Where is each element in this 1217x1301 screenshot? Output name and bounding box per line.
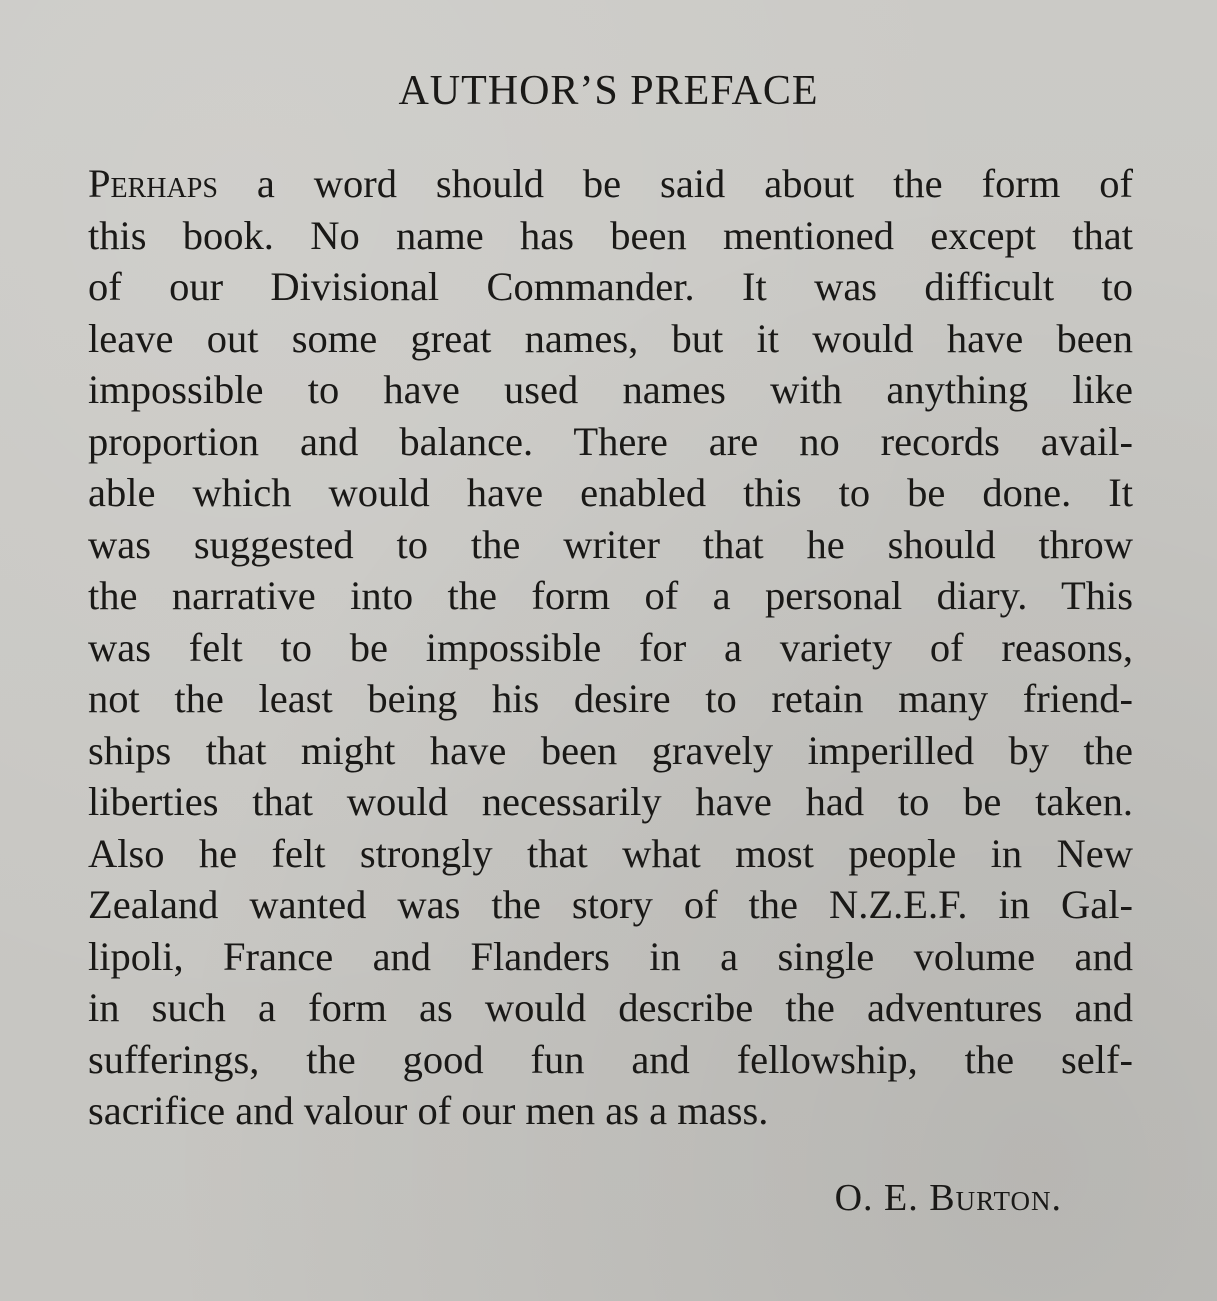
preface-line: the narrative into the form of a personal diary. This [88,573,1133,618]
preface-line: able which would have enabled this to be done. It [88,470,1133,515]
preface-line: Also he felt strongly that what most people in New [88,830,1133,876]
preface-body [88,158,1133,1137]
preface-line-text: a word should be said about the form of [217,161,1133,206]
author-signature: O. E. Burton. [834,1177,1062,1219]
preface-line: leave out some great names, but it would have been [88,315,1133,361]
preface-line: was felt to be impossible for a variety of reasons, [88,624,1133,670]
preface-line: not the least being his desire to retain many friend- [88,676,1133,721]
preface-line: lipoli, France and Flanders in a single volume and [88,933,1133,979]
preface-line: sacrifice and valour of our men as a mass. [88,1088,769,1133]
preface-line: ships that might have been gravely imperilled by the [88,727,1133,773]
preface-line: was suggested to the writer that he should throw [88,521,1133,567]
preface-line [88,158,1133,210]
preface-line: proportion and balance. There are no records avail- [88,418,1133,464]
preface-line: in such a form as would describe the adventures and [88,985,1133,1030]
preface-line: sufferings, the good fun and fellowship, the self- [88,1036,1133,1082]
preface-line: liberties that would necessarily have had to be taken. [88,779,1133,824]
preface-line: this book. No name has been mentioned except that [88,212,1133,258]
preface-line: of our Divisional Commander. It was difficult to [88,264,1133,309]
page-title: AUTHOR’S PREFACE [398,68,819,114]
lead-word: Perhaps [88,161,218,206]
preface-line: Zealand wanted was the story of the N.Z.E.F. in Gal- [88,882,1133,927]
preface-line: impossible to have used names with anything like [88,367,1133,412]
